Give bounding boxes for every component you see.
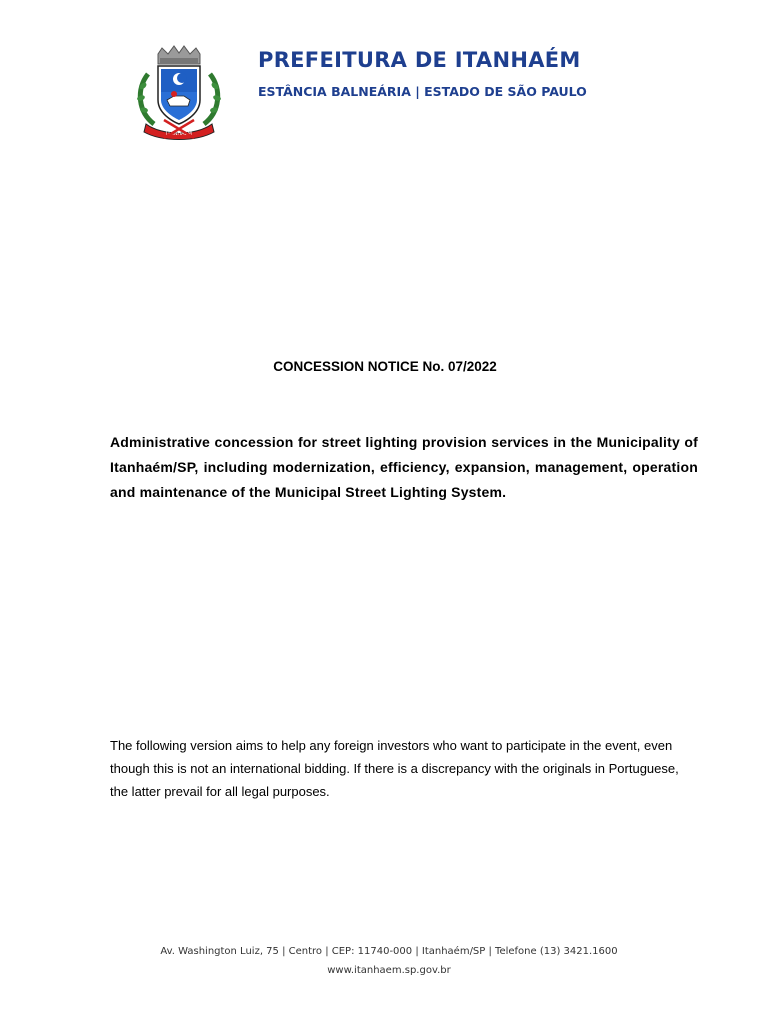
translation-disclaimer: The following version aims to help any foreign investors who want to participate in the event, even though this is not an international bidding. If there is a discrepancy with the originals in Portuguese, the latter prevail for all legal purposes. (110, 738, 679, 799)
municipality-subtitle: ESTÂNCIA BALNEÁRIA | ESTADO DE SÃO PAULO (258, 84, 587, 99)
svg-text:ITANHAÉM: ITANHAÉM (166, 131, 192, 137)
footer-address: Av. Washington Luiz, 75 | Centro | CEP: 11740-000 | Itanhaém/SP | Telefone (13) 3421.1600 (160, 946, 618, 957)
municipality-title: PREFEITURA DE ITANHAÉM (258, 48, 581, 72)
footer-website[interactable]: www.itanhaem.sp.gov.br (327, 965, 451, 976)
page-footer (0, 942, 770, 980)
letterhead (134, 44, 654, 144)
notice-subject: Administrative concession for street lighting provision services in the Municipality of Itanhaém/SP, including modernization, efficiency, expansion, management, operation and maintenance of the Municipal Street Lighting System. (110, 434, 698, 500)
notice-title: CONCESSION NOTICE No. 07/2022 (273, 359, 497, 374)
coat-of-arms-icon (134, 44, 224, 140)
